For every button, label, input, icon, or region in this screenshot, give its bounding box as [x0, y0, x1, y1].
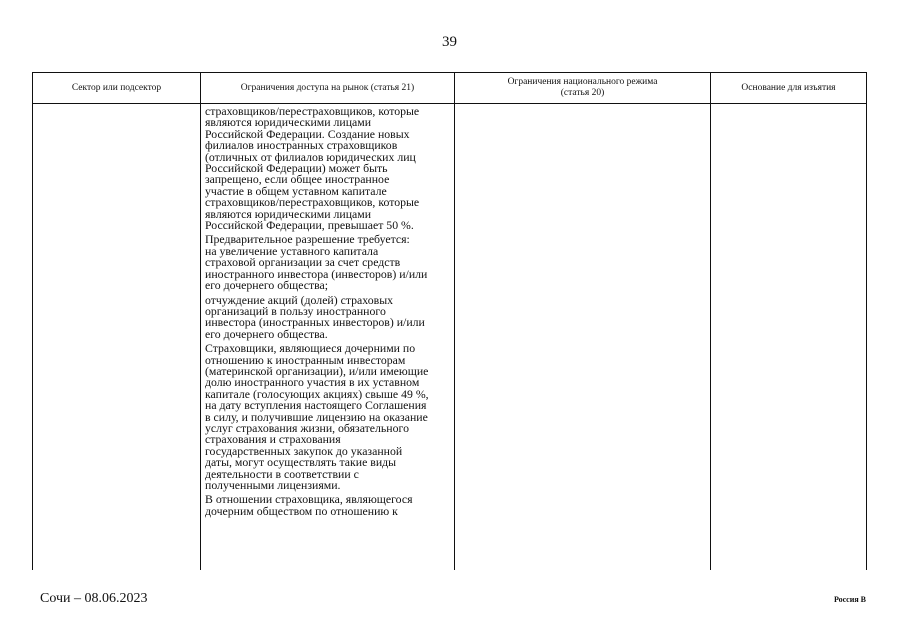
text-line: деятельности в соответствии с — [205, 466, 359, 481]
text-line: Российской Федерации. Создание новых — [205, 126, 410, 141]
paragraph — [205, 343, 450, 491]
text-line: страховой организации за счет средств — [205, 255, 401, 270]
text-line: (материнской организации), и/или имеющие — [205, 363, 429, 378]
header-reservation-basis: Основание для изъятия — [711, 73, 867, 104]
text-line: капитале (голосующих акциях) свыше 49 %, — [205, 386, 429, 401]
text-line: страховщиков/перестраховщиков, которые — [205, 195, 420, 210]
text-line: полученными лицензиями. — [205, 478, 341, 492]
text-line: на увеличение уставного капитала — [205, 243, 379, 258]
header-market-access: Ограничения доступа на рынок (статья 21) — [201, 73, 455, 104]
text-line: Российской Федерации, превышает 50 %. — [205, 218, 414, 233]
text-line: (отличных от филиалов юридических лиц — [205, 149, 416, 164]
text-line: страхования и страхования — [205, 432, 341, 447]
footer-party: Россия В — [833, 595, 866, 604]
text-line: запрещено, если общее иностранное — [205, 172, 390, 187]
schedule-table — [32, 72, 867, 570]
text-line: даты, могут осуществлять такие виды — [205, 455, 397, 470]
text-line: организаций в пользу иностранного — [205, 303, 386, 318]
header-national-treatment: Ограничения национального режима (статья 20) — [455, 73, 711, 104]
sector-cell — [33, 104, 201, 571]
market-access-cell — [201, 104, 455, 571]
paragraph — [205, 234, 450, 291]
reservation-basis-cell — [711, 104, 867, 571]
text-line: в силу, и получившие лицензию на оказание — [205, 409, 428, 424]
text-line: страховщиков/перестраховщиков, которые — [205, 104, 420, 118]
text-line: В отношении страховщика, являющегося — [205, 492, 413, 507]
text-line: государственных закупок до указанной — [205, 443, 403, 458]
text-line: Предварительное разрешение требуется: — [205, 232, 410, 247]
market-access-text — [201, 104, 454, 570]
text-line: участие в общем уставном капитале — [205, 183, 387, 198]
text-line: инвестора (иностранных инвесторов) и/или — [205, 315, 425, 330]
text-line: филиалов иностранных страховщиков — [205, 138, 398, 153]
text-line: являются юридическими лицами — [205, 206, 372, 221]
text-line: услуг страхования жизни, обязательного — [205, 420, 409, 435]
footer-place-date: Сочи – 08.06.2023 — [40, 591, 148, 606]
paragraph — [205, 292, 450, 341]
text-line: на дату вступления настоящего Соглашения — [205, 398, 427, 413]
text-line: являются юридическими лицами — [205, 115, 372, 130]
paragraph — [205, 106, 450, 231]
text-line: его дочернего общества. — [205, 326, 328, 341]
text-line: отношению к иностранным инвесторам — [205, 352, 406, 367]
text-line: Страховщики, являющиеся дочерними по — [205, 341, 416, 356]
national-treatment-cell — [455, 104, 711, 571]
header-sector: Сектор или подсектор — [33, 73, 201, 104]
text-line: Российской Федерации) может быть — [205, 161, 388, 176]
text-line: дочерним обществом по отношению к — [205, 503, 398, 518]
page-number: 39 — [442, 34, 457, 50]
paragraph — [205, 494, 450, 517]
text-line: отчуждение акций (долей) страховых — [205, 292, 394, 307]
table-row — [33, 104, 867, 571]
header-row — [33, 73, 867, 104]
text-line: его дочернего общества; — [205, 278, 329, 293]
text-line: долю иностранного участия в их уставном — [205, 375, 420, 390]
text-line: иностранного инвестора (инвесторов) и/или — [205, 266, 428, 281]
